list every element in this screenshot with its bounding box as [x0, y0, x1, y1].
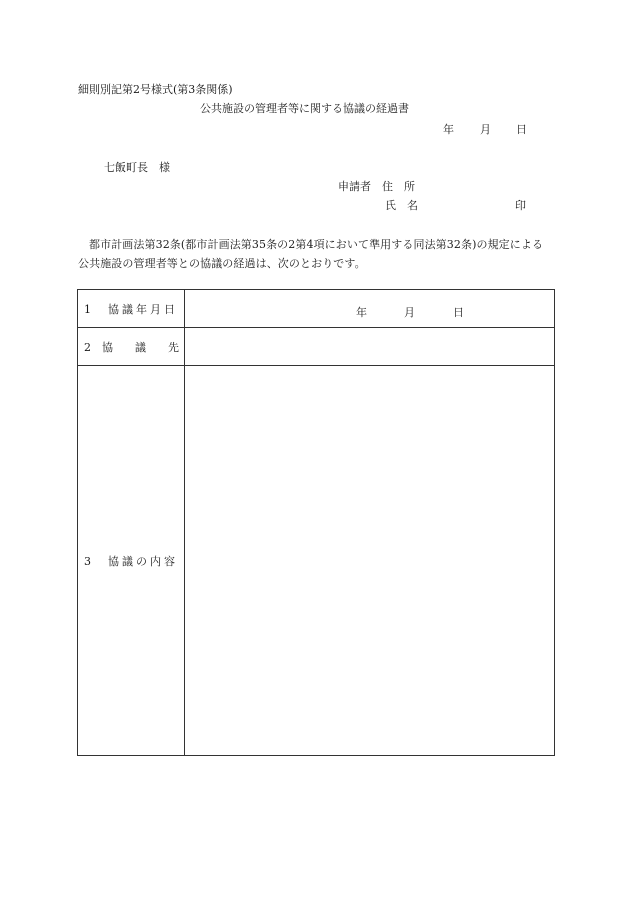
- consultation-content-label: 3 協議の内容: [78, 366, 185, 756]
- consultation-year-label: 年: [356, 306, 367, 319]
- table-row: [78, 366, 555, 756]
- table-row: [78, 290, 555, 328]
- consultation-day-label: 日: [453, 306, 464, 319]
- date-month-label: 月: [480, 123, 491, 136]
- applicant-name-label: 氏 名: [385, 199, 418, 212]
- body-paragraph: 都市計画法第32条(都市計画法第35条の2第4項において準用する同法第32条)の規定による公共施設の管理者等との協議の経過は、次のとおりです。: [78, 238, 544, 270]
- consultation-month-label: 月: [404, 306, 415, 319]
- date-day-label: 日: [516, 123, 527, 136]
- consultation-table: [77, 289, 555, 756]
- consultation-date-field[interactable]: [185, 290, 555, 328]
- seal-mark: 印: [515, 199, 526, 212]
- consultation-party-label: 2 協 議 先: [78, 328, 185, 366]
- applicant-address-label: 申請者 住 所: [338, 180, 415, 193]
- consultation-content-field[interactable]: [185, 366, 555, 756]
- addressee: 七飯町長 様: [104, 161, 170, 174]
- form-number-label: 細則別記第2号様式(第3条関係): [78, 83, 233, 96]
- consultation-date-label: 1 協議年月日: [78, 290, 185, 328]
- date-year-label: 年: [443, 123, 454, 136]
- consultation-party-field[interactable]: [185, 328, 555, 366]
- document-title: 公共施設の管理者等に関する協議の経過書: [200, 102, 409, 115]
- table-row: [78, 328, 555, 366]
